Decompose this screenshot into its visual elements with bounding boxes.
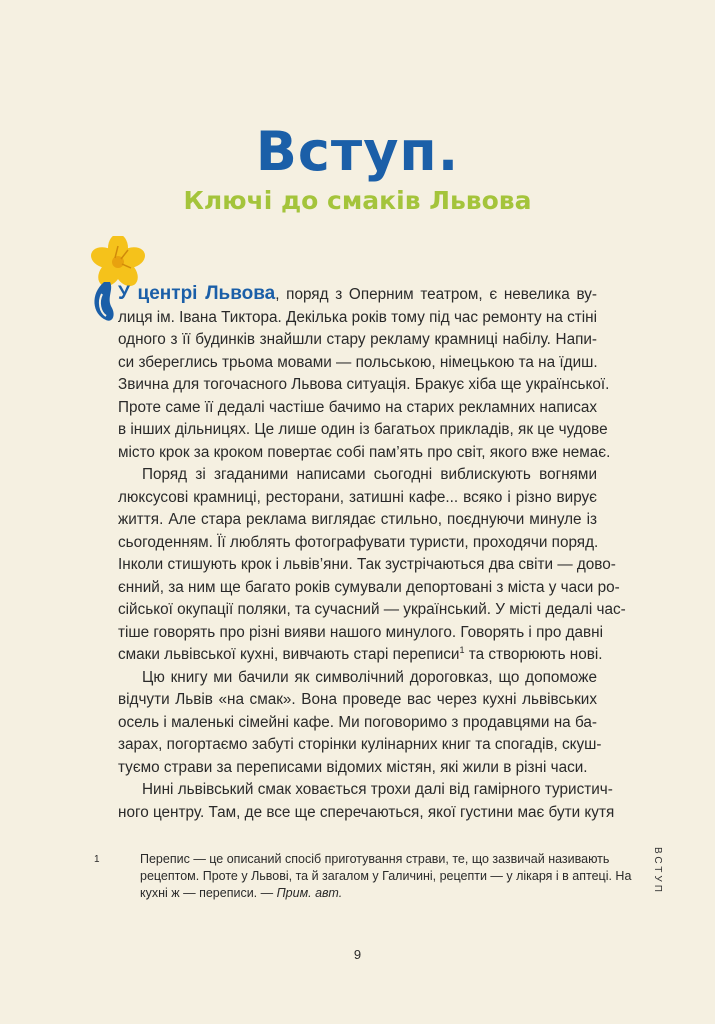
text-line: Звична для тогочасного Львова ситуація. Бракує хіба ще української. — [118, 376, 610, 393]
footnote-mark: 1 — [94, 854, 100, 865]
text-line: сьогоденням. Її люблять фотографувати туристи, проходячи поряд. — [118, 533, 599, 551]
text-line: си збереглись трьома мовами — польською, німецькою та на їдиш. — [118, 353, 598, 371]
text-line: Інколи стишують крок і львів’яни. Так зустрічаються два світи — дово- — [118, 556, 616, 573]
text-line: єнний, за ним ще багато років сумували депортовані з міста у часи ро- — [118, 578, 620, 596]
text-line: ного центру. Там, де все ще сперечаються, якої густини має бути кутя — [118, 803, 615, 821]
text-line: життя. Але стара реклама виглядає стильно, поєднуючи минуле із — [118, 511, 597, 528]
text-line: сійської окупації поляки, та сучасний — український. У місті дедалі час- — [118, 601, 626, 618]
text-line: осель і маленькі сімейні кафе. Ми поговоримо з продавцями на ба- — [118, 713, 597, 731]
author-note: Прим. авт. — [276, 886, 343, 900]
text-line: Нині львівський смак ховається трохи далі від гамірного туристич- — [142, 781, 613, 798]
footnote-line: Перепис — це описаний спосіб приготування страви, те, що зазвичай називають — [140, 852, 610, 866]
text-line: туємо страви за переписами відомих містян, які жили в різні часи. — [118, 758, 588, 776]
text-line: Поряд зі згаданими написами сьогодні виблискують вогнями — [142, 466, 597, 483]
text-line: люксусові крамниці, ресторани, затишні кафе... всяко і різно вирує — [118, 488, 597, 506]
text-line: Проте саме її дедалі частіше бачимо на старих рекламних написах — [118, 398, 597, 416]
text-line: Цю книгу ми бачили як символічний дороговказ, що допоможе — [142, 668, 597, 686]
text-line: зарах, погортаємо забуті сторінки кулінарних книг та спогадів, скуш- — [118, 736, 602, 753]
footnote-line: кухні ж — переписи. — Прим. авт. — [140, 886, 343, 900]
page-title: Вступ. — [255, 120, 460, 183]
page-number: 9 — [353, 947, 362, 962]
text-line: У центрі Львова, поряд з Оперним театром, є невелика ву- — [118, 283, 597, 304]
text-line: лиця ім. Івана Тиктора. Декілька років тому під час ремонту на стіні — [118, 308, 597, 326]
text-line: смаки львівської кухні, вивчають старі переписи$^1$ та створюють нові. — [118, 644, 603, 663]
lead-phrase: У центрі Львова — [118, 283, 276, 304]
chapter-side-label: ВСТУП — [652, 847, 663, 895]
text-line: одного з її будинків знайшли стару рекламу крамниці набілу. Напи- — [118, 331, 597, 348]
text-line: в інших дільницях. Це лише один із багатьох прикладів, як це чудове — [118, 421, 608, 438]
page-subtitle: Ключі до смаків Львова — [183, 186, 532, 215]
text-line: відчути Львів «на смак». Вона проведе вас через кухні львівських — [118, 691, 597, 708]
footnote — [94, 851, 632, 902]
footnote-line: рецептом. Проте у Львові, та й загалом у Галичині, рецепти — у лікаря і в аптеці. На — [140, 869, 632, 883]
body-text — [118, 283, 626, 824]
footnote-reference[interactable]: 1 — [459, 644, 465, 655]
text-line: тіше говорять про різні вияви нашого минулого. Говорять і про давні — [118, 623, 604, 641]
text-line: місто крок за кроком повертає собі пам’ять про світ, якого вже немає. — [118, 443, 611, 461]
